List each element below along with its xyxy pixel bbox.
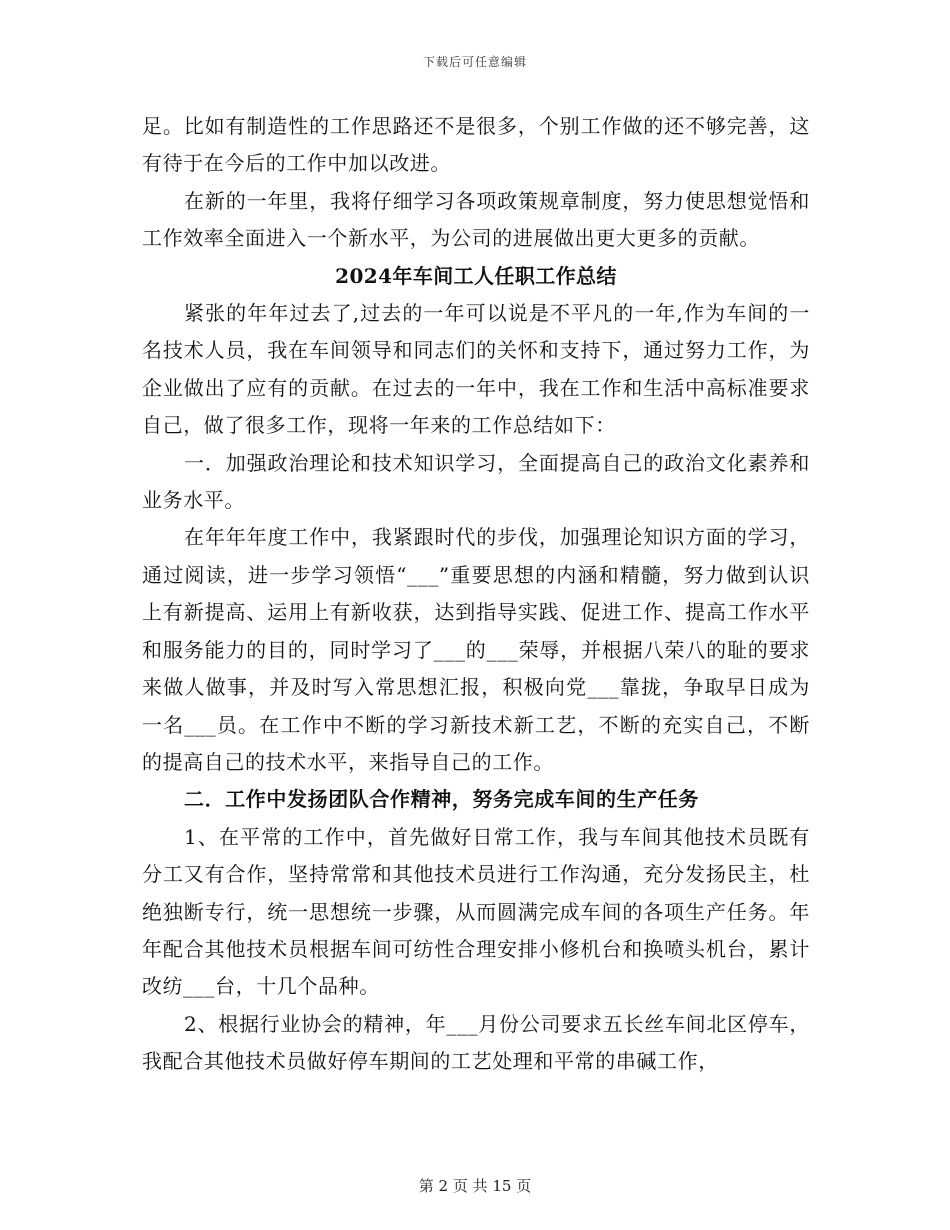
paragraph-intro: 紧张的年年过去了,过去的一年可以说是不平凡的一年,作为车间的一名技术人员，我在车间领导和同志们的关怀和支持下，通过努力工作，为企业做出了应有的贡献。在过去的一年中，我在工作和生活中高标准要求自己，做了很多工作，现将一年来的工作总结如下： bbox=[142, 301, 810, 438]
page-header: 下载后可任意编辑 bbox=[422, 55, 527, 69]
page-footer: 第 2 页 共 15 页 bbox=[418, 1177, 532, 1195]
paragraph-item-one: 1、在平常的工作中，首先做好日常工作，我与车间其他技术员既有分工又有合作，坚持常常和其他技术员进行工作沟通，充分发扬民主，杜绝独断专行，统一思想统一步骤，从而圆满完成车间的各项生产任务。年年配合其他技术员根据车间可纺性合理安排小修机台和换喷头机台，累计改纺___台，十几个品种。 bbox=[142, 824, 810, 999]
section-heading-one: 一．加强政治理论和技术知识学习，全面提高自己的政治文化素养和业务水平。 bbox=[142, 450, 810, 513]
section-heading-two: 二．工作中发扬团队合作精神，努务完成车间的生产任务 bbox=[184, 787, 699, 812]
paragraph-item-two: 2、根据行业协会的精神，年___月份公司要求五长丝车间北区停车，我配合其他技术员做好停车期间的工艺处理和平常的串碱工作， bbox=[142, 1011, 810, 1074]
document-body bbox=[142, 108, 810, 1081]
paragraph-new-year-plan: 在新的一年里，我将仔细学习各项政策规章制度，努力使思想觉悟和工作效率全面进入一个新水平，为公司的进展做出更大更多的贡献。 bbox=[142, 188, 810, 251]
document-title: 2024年车间工人任职工作总结 bbox=[335, 263, 617, 288]
paragraph-theory-study: 在年年年度工作中，我紧跟时代的步伐，加强理论知识方面的学习，通过阅读，进一步学习领悟“___”重要思想的内涵和精髓，努力做到认识上有新提高、运用上有新收获，达到指导实践、促进工作、提高工作水平和服务能力的目的，同时学习了___的___荣辱，并根据八荣八的耻的要求来做人做事，并及时写入常思想汇报，积极向党___靠拢，争取早日成为一名___员。在工作中不断的学习新技术新工艺，不断的充实自己，不断的提高自己的技术水平，来指导自己的工作。 bbox=[142, 525, 810, 774]
paragraph-continuation: 足。比如有制造性的工作思路还不是很多，个别工作做的还不够完善，这有待于在今后的工作中加以改进。 bbox=[142, 114, 810, 176]
